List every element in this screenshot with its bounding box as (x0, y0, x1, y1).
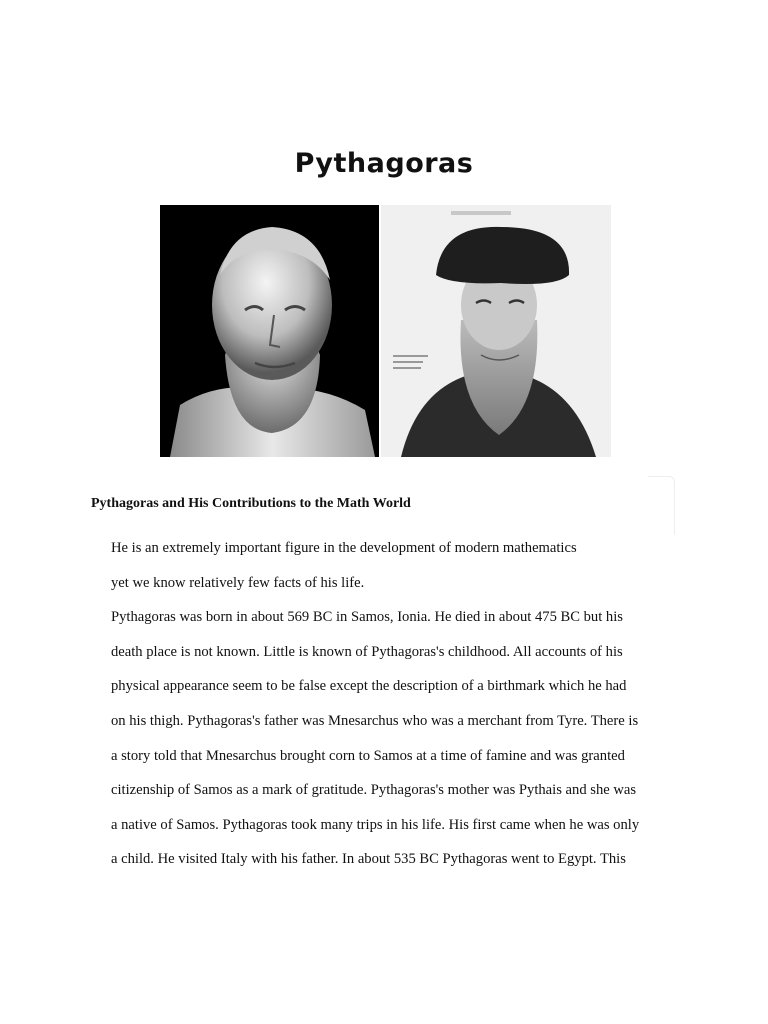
text-line: citizenship of Samos as a mark of gratitude. Pythagoras's mother was Pythais and she was (111, 782, 637, 799)
text-line: He is an extremely important figure in the development of modern mathematics (111, 540, 577, 556)
body-paragraph (111, 531, 671, 877)
marble-bust-image (160, 205, 379, 457)
text-line: death place is not known. Little is known of Pythagoras's childhood. All accounts of his (111, 643, 623, 660)
text-line: Pythagoras was born in about 569 BC in Samos, Ionia. He died in about 475 BC but his (111, 609, 623, 626)
engraving-portrait-image (381, 205, 611, 457)
text-line: on his thigh. Pythagoras's father was Mnesarchus who was a merchant from Tyre. There is (111, 712, 639, 729)
text-line: yet we know relatively few facts of his life. (111, 574, 365, 591)
decorative-frame (648, 476, 675, 535)
section-heading: Pythagoras and His Contributions to the Math World (91, 496, 411, 511)
text-line: a child. He visited Italy with his father. In about 535 BC Pythagoras went to Egypt. This (111, 851, 626, 868)
portrait-images (160, 205, 611, 457)
text-line: a story told that Mnesarchus brought corn to Samos at a time of famine and was granted (111, 747, 625, 764)
text-line: physical appearance seem to be false except the description of a birthmark which he had (111, 678, 627, 695)
text-line: a native of Samos. Pythagoras took many trips in his life. His first came when he was only (111, 816, 640, 833)
document-title: Pythagoras (294, 148, 474, 179)
